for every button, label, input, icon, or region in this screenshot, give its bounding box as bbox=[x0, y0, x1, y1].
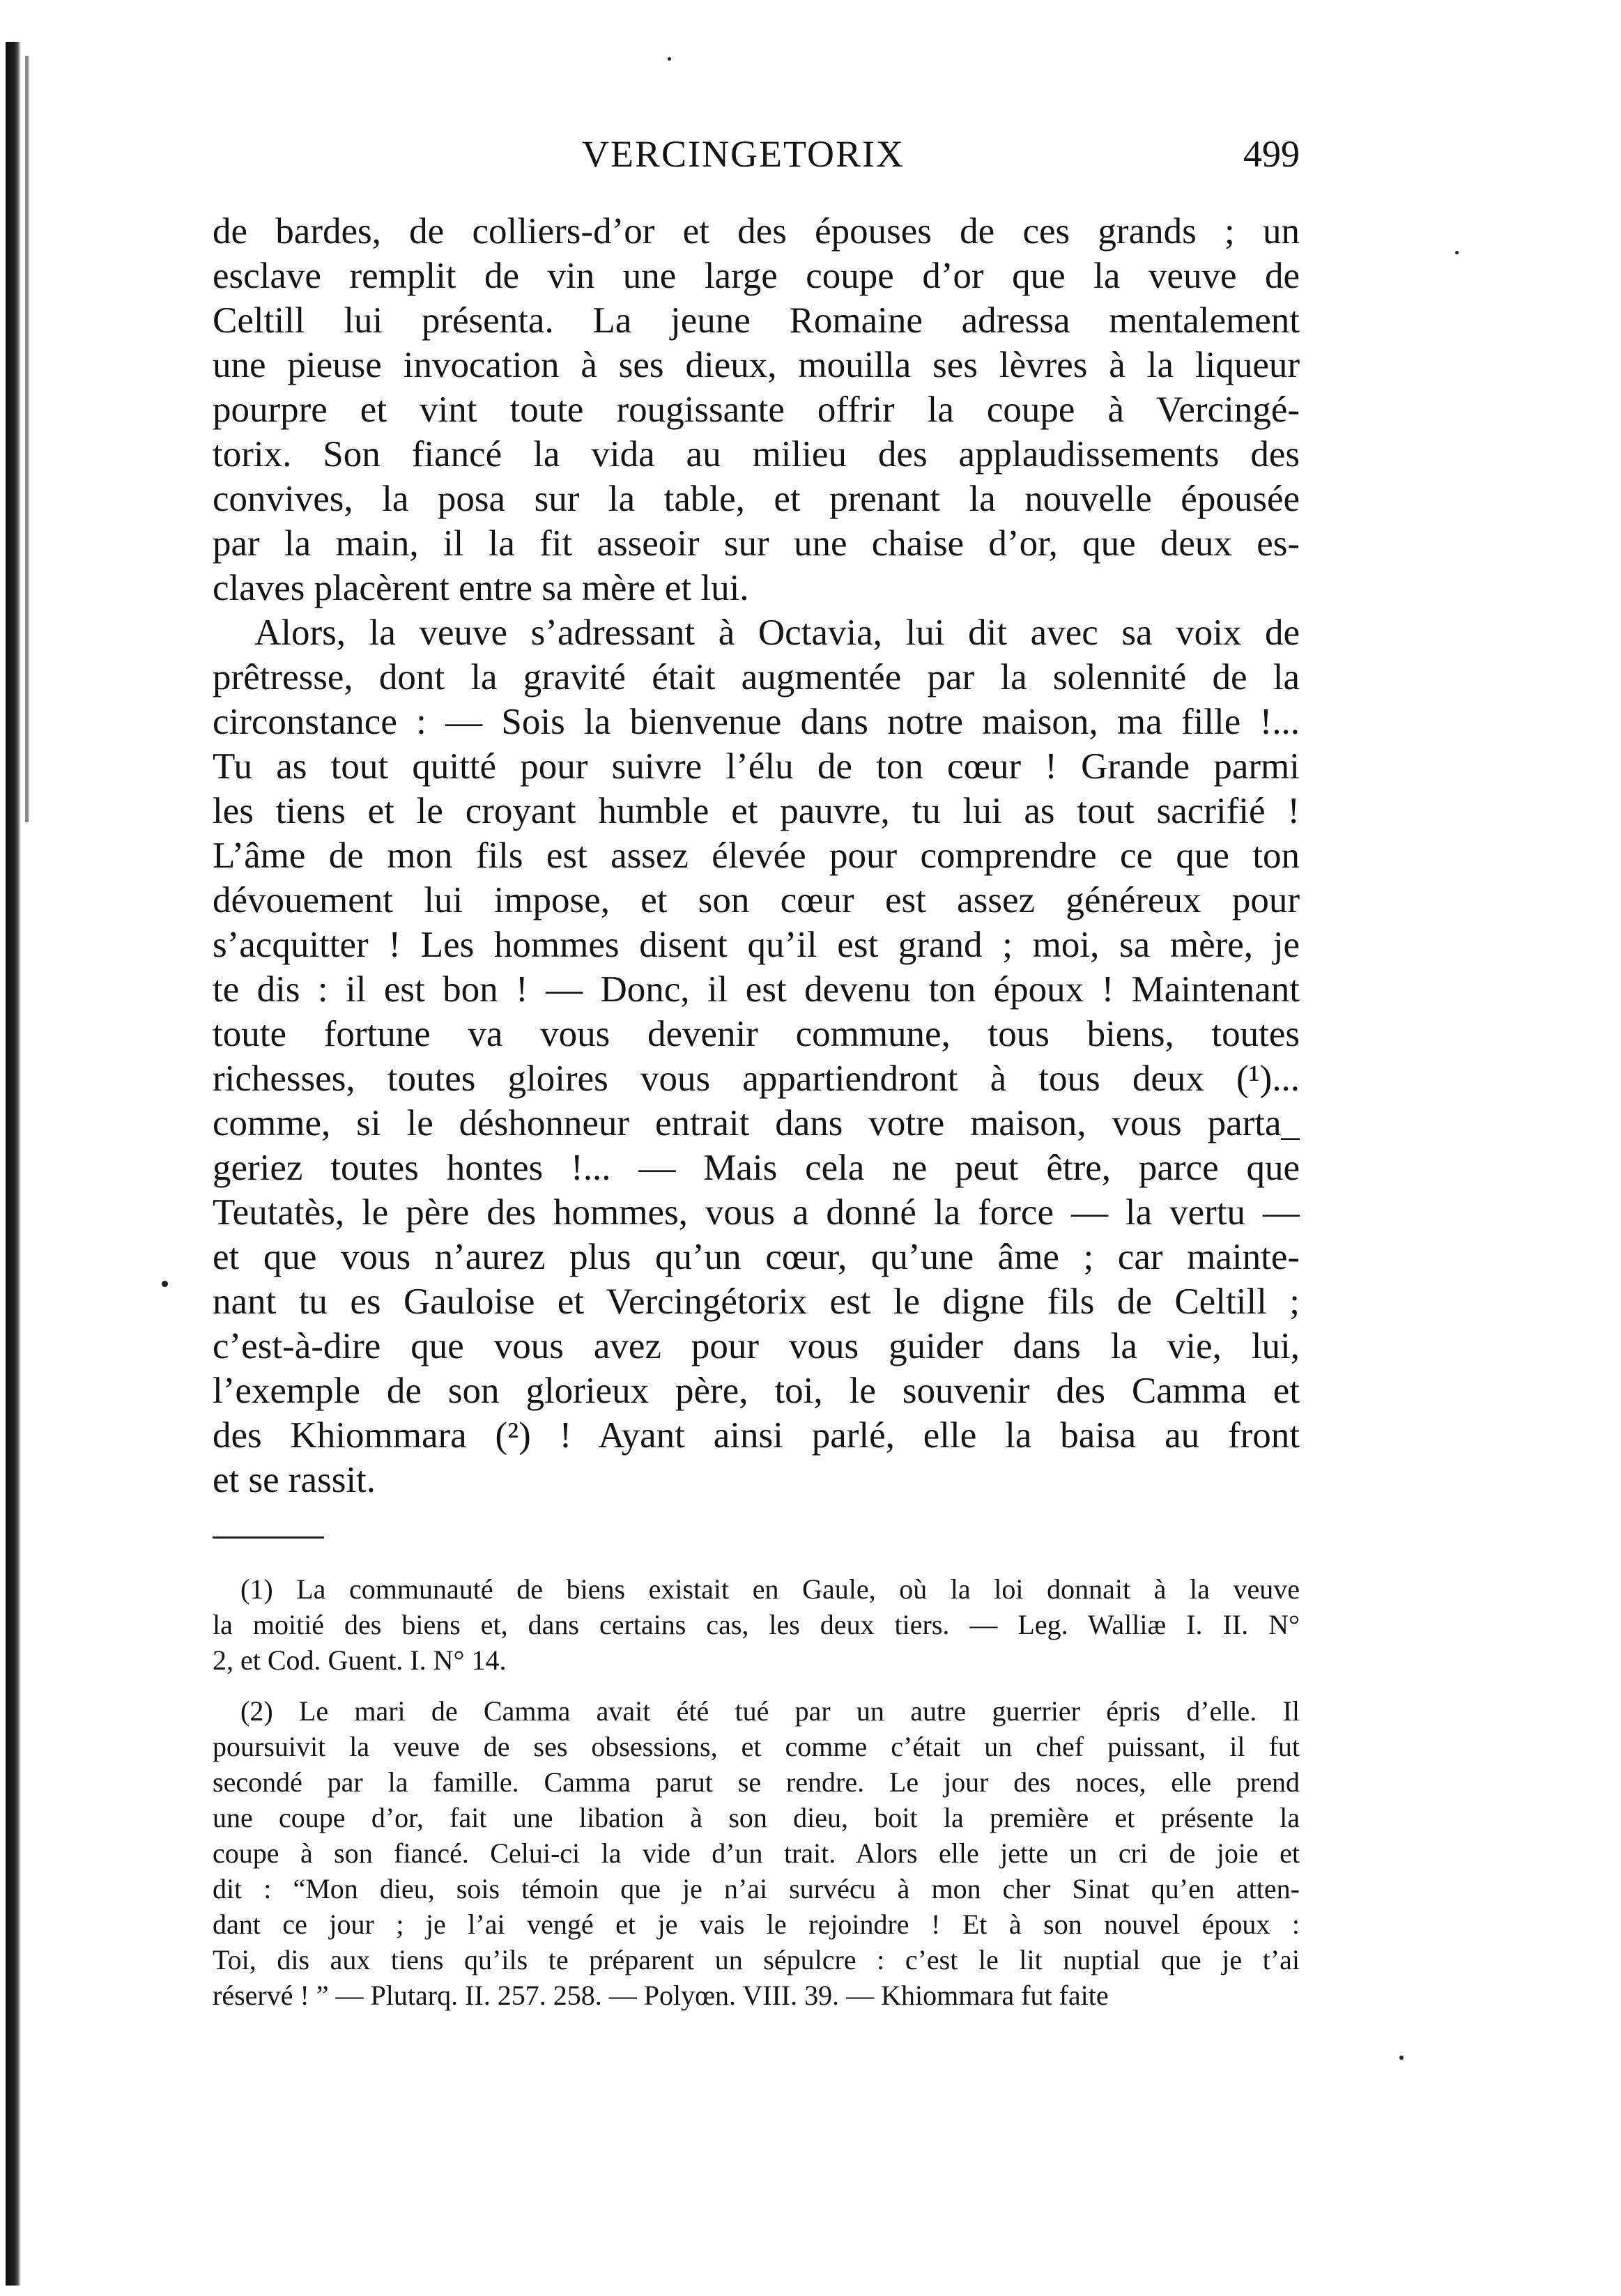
footnote-line: Toi, dis aux tiens qu’ils te préparent un sépulcre : c’est le lit nuptial que je t’ai bbox=[213, 1944, 1300, 1975]
text-line: pourpre et vint toute rougissante offrir la coupe à Vercingé- bbox=[213, 390, 1300, 430]
text-line: Celtill lui présenta. La jeune Romaine adressa mentalement bbox=[213, 300, 1300, 341]
page-binding-edge bbox=[6, 42, 21, 2286]
page-number: 499 bbox=[1243, 133, 1300, 175]
text-line: prêtresse, dont la gravité était augmentée par la solennité de la bbox=[213, 657, 1300, 698]
footnote-line: la moitié des biens et, dans certains cas, les deux tiers. — Leg. Walliæ I. II. N° bbox=[213, 1609, 1300, 1640]
text-line: esclave remplit de vin une large coupe d’or que la veuve de bbox=[213, 256, 1300, 296]
footnote-line: (2) Le mari de Camma avait été tué par un autre guerrier épris d’elle. Il bbox=[240, 1695, 1300, 1727]
text-line: circonstance : — Sois la bienvenue dans notre maison, ma fille !... bbox=[213, 702, 1300, 742]
footnote-separator bbox=[213, 1536, 324, 1539]
footnote-line: 2, et Cod. Guent. I. N° 14. bbox=[213, 1644, 507, 1676]
body-text bbox=[213, 209, 1300, 1502]
text-line: L’âme de mon fils est assez élevée pour comprendre ce que ton bbox=[213, 835, 1300, 876]
text-line: te dis : il est bon ! — Donc, il est devenu ton époux ! Maintenant bbox=[213, 969, 1300, 1010]
text-line: toute fortune va vous devenir commune, tous biens, toutes bbox=[213, 1014, 1300, 1054]
page-header bbox=[213, 132, 1300, 181]
footnote-line: dant ce jour ; je l’ai vengé et je vais le rejoindre ! Et à son nouvel époux : bbox=[213, 1909, 1300, 1940]
ink-speck bbox=[1455, 251, 1459, 254]
text-line: richesses, toutes gloires vous appartiendront à tous deux (¹)... bbox=[213, 1058, 1300, 1099]
text-line: une pieuse invocation à ses dieux, mouilla ses lèvres à la liqueur bbox=[213, 345, 1300, 385]
footnote-line: coupe à son fiancé. Celui-ci la vide d’un trait. Alors elle jette un cri de joie et bbox=[213, 1837, 1300, 1869]
text-line: des Khiommara (²) ! Ayant ainsi parlé, elle la baisa au front bbox=[213, 1415, 1300, 1456]
text-line: claves placèrent entre sa mère et lui. bbox=[213, 568, 749, 608]
text-line: nant tu es Gauloise et Vercingétorix est le digne fils de Celtill ; bbox=[213, 1281, 1300, 1322]
text-line: torix. Son fiancé la vida au milieu des applaudissements des bbox=[213, 434, 1300, 475]
text-line: s’acquitter ! Les hommes disent qu’il est grand ; moi, sa mère, je bbox=[213, 925, 1300, 965]
footnote-2 bbox=[213, 1693, 1300, 2013]
ink-speck bbox=[668, 57, 671, 61]
footnote-line: réservé ! ” — Plutarq. II. 257. 258. — Polyœn. VIII. 39. — Khiommara fut faite bbox=[213, 1980, 1109, 2011]
footnote-1 bbox=[213, 1571, 1300, 1678]
text-line: Teutatès, le père des hommes, vous a donné la force — la vertu — bbox=[213, 1192, 1300, 1233]
footnote-line: (1) La communauté de biens existait en Gaule, où la loi donnait à la veuve bbox=[240, 1573, 1300, 1605]
text-line: Alors, la veuve s’adressant à Octavia, lui dit avec sa voix de bbox=[254, 612, 1300, 653]
text-line: Tu as tout quitté pour suivre l’élu de ton cœur ! Grande parmi bbox=[213, 746, 1300, 787]
text-line: c’est-à-dire que vous avez pour vous guider dans la vie, lui, bbox=[213, 1326, 1300, 1366]
text-line: par la main, il la fit asseoir sur une chaise d’or, que deux es- bbox=[213, 523, 1300, 564]
text-line: les tiens et le croyant humble et pauvre, tu lui as tout sacrifié ! bbox=[213, 791, 1300, 831]
footnote-line: une coupe d’or, fait une libation à son dieu, boit la première et présente la bbox=[213, 1802, 1300, 1833]
text-line: geriez toutes hontes !... — Mais cela ne peut être, parce que bbox=[213, 1148, 1300, 1188]
footnote-line: secondé par la famille. Camma parut se rendre. Le jour des noces, elle prend bbox=[213, 1766, 1300, 1798]
ink-speck bbox=[162, 1281, 168, 1287]
text-line: comme, si le déshonneur entrait dans votre maison, vous parta_ bbox=[213, 1103, 1300, 1143]
page-binding-shadow bbox=[25, 56, 29, 822]
footnote-line: poursuivit la veuve de ses obsessions, et comme c’était un chef puissant, il fut bbox=[213, 1731, 1300, 1762]
text-line: l’exemple de son glorieux père, toi, le souvenir des Camma et bbox=[213, 1371, 1300, 1411]
running-title: VERCINGETORIX bbox=[582, 133, 905, 175]
footnote-line: dit : “Mon dieu, sois témoin que je n’ai survécu à mon cher Sinat qu’en atten- bbox=[213, 1873, 1300, 1904]
ink-speck bbox=[1399, 2056, 1404, 2060]
footnotes bbox=[213, 1571, 1300, 2013]
text-line: et se rassit. bbox=[213, 1460, 376, 1500]
text-line: de bardes, de colliers-d’or et des épouses de ces grands ; un bbox=[213, 211, 1300, 252]
text-line: dévouement lui impose, et son cœur est assez généreux pour bbox=[213, 880, 1300, 920]
text-line: et que vous n’aurez plus qu’un cœur, qu’une âme ; car mainte- bbox=[213, 1237, 1300, 1277]
text-line: convives, la posa sur la table, et prenant la nouvelle épousée bbox=[213, 479, 1300, 519]
